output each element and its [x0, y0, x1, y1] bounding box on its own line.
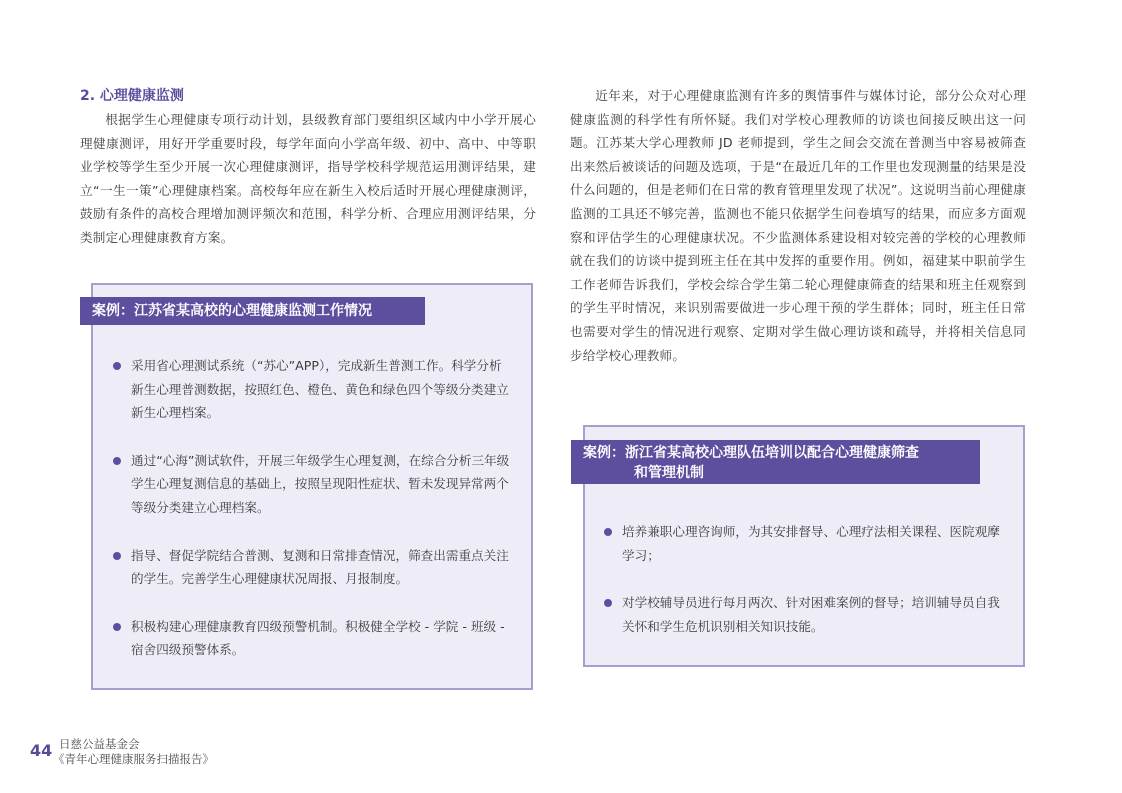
case-title-line1: 案例：浙江省某高校心理队伍培训以配合心理健康筛查 — [583, 445, 919, 461]
case-title-jiangsu: 案例：江苏省某高校的心理健康监测工作情况 — [80, 297, 425, 325]
case-title-zhejiang — [571, 440, 980, 484]
left-paragraph: 根据学生心理健康专项行动计划，县级教育部门要组织区域内中小学开展心理健康测评，用好开学重要时段，每学年面向小学高年级、初中、高中、中等职业学校等学生至少开展一次心理健康测评，指导学校科学规范运用测评结果，建立“一生一策”心理健康档案。高校每年应在新生入校后适时开展心理健康测评，鼓励有条件的高校合理增加测评频次和范围，科学分析、合理应用测评结果，分类制定心理健康教育方案。 — [80, 112, 536, 245]
bullet-dot-icon — [113, 623, 121, 631]
left-column — [80, 84, 536, 250]
section-heading: 2. 心理健康监测 — [80, 88, 184, 104]
case-list-zhejiang — [604, 520, 1008, 662]
footer-report-title: 《青年心理健康服务扫描报告》 — [53, 752, 214, 766]
list-item: 采用省心理测试系统（“苏心”APP），完成新生普测工作。科学分析新生心理普测数据，按照红色、橙色、黄色和绿色四个等级分类建立新生心理档案。 — [113, 354, 513, 425]
bullet-dot-icon — [113, 362, 121, 370]
list-item: 通过“心海”测试软件，开展三年级学生心理复测，在综合分析三年级学生心理复测信息的基础上，按照呈现阳性症状、暂未发现异常两个等级分类建立心理档案。 — [113, 449, 513, 520]
bullet-dot-icon — [113, 552, 121, 560]
list-item: 积极构建心理健康教育四级预警机制。积极健全学校 - 学院 - 班级 - 宿舍四级预警体系。 — [113, 615, 513, 662]
list-item: 培养兼职心理咨询师，为其安排督导、心理疗法相关课程、医院观摩学习； — [604, 520, 1008, 567]
bullet-dot-icon — [113, 457, 121, 465]
footer-org: 日慈公益基金会 — [59, 737, 140, 751]
case-title-line2: 和管理机制 — [634, 465, 704, 481]
right-paragraph: 近年来，对于心理健康监测有许多的舆情事件与媒体讨论，部分公众对心理健康监测的科学性有所怀疑。我们对学校心理教师的访谈也间接反映出这一问题。江苏某大学心理教师 JD 老师提到，学生之间会交流在普测当中容易被筛查出来然后被谈话的问题及选项，于是“在最近几年的工作里也发现测量的结果是没什么问题的，但是老师们在日常的教育管理里发现了状况”。这说明当前心理健康监测的工具还不够完善，监测也不能只依据学生问卷填写的结果，而应多方面观察和评估学生的心理健康状况。不少监测体系建设相对较完善的学校的心理教师就在我们的访谈中提到班主任在其中发挥的重要作用。例如，福建某中职前学生工作老师告诉我们，学校会综合学生第二轮心理健康筛查的结果和班主任观察到的学生平时情况，来识别需要做进一步心理干预的学生群体；同时，班主任日常也需要对学生的情况进行观察、定期对学生做心理访谈和疏导，并将相关信息同步给学校心理教师。 — [570, 88, 1026, 363]
bullet-dot-icon — [604, 528, 612, 536]
page-number: 44 — [30, 741, 53, 760]
case-list-jiangsu — [113, 354, 513, 686]
list-item: 对学校辅导员进行每月两次、针对困难案例的督导；培训辅导员自我关怀和学生危机识别相关知识技能。 — [604, 591, 1008, 638]
list-item: 指导、督促学院结合普测、复测和日常排查情况，筛查出需重点关注的学生。完善学生心理健康状况周报、月报制度。 — [113, 544, 513, 591]
right-column — [570, 84, 1026, 367]
bullet-dot-icon — [604, 599, 612, 607]
